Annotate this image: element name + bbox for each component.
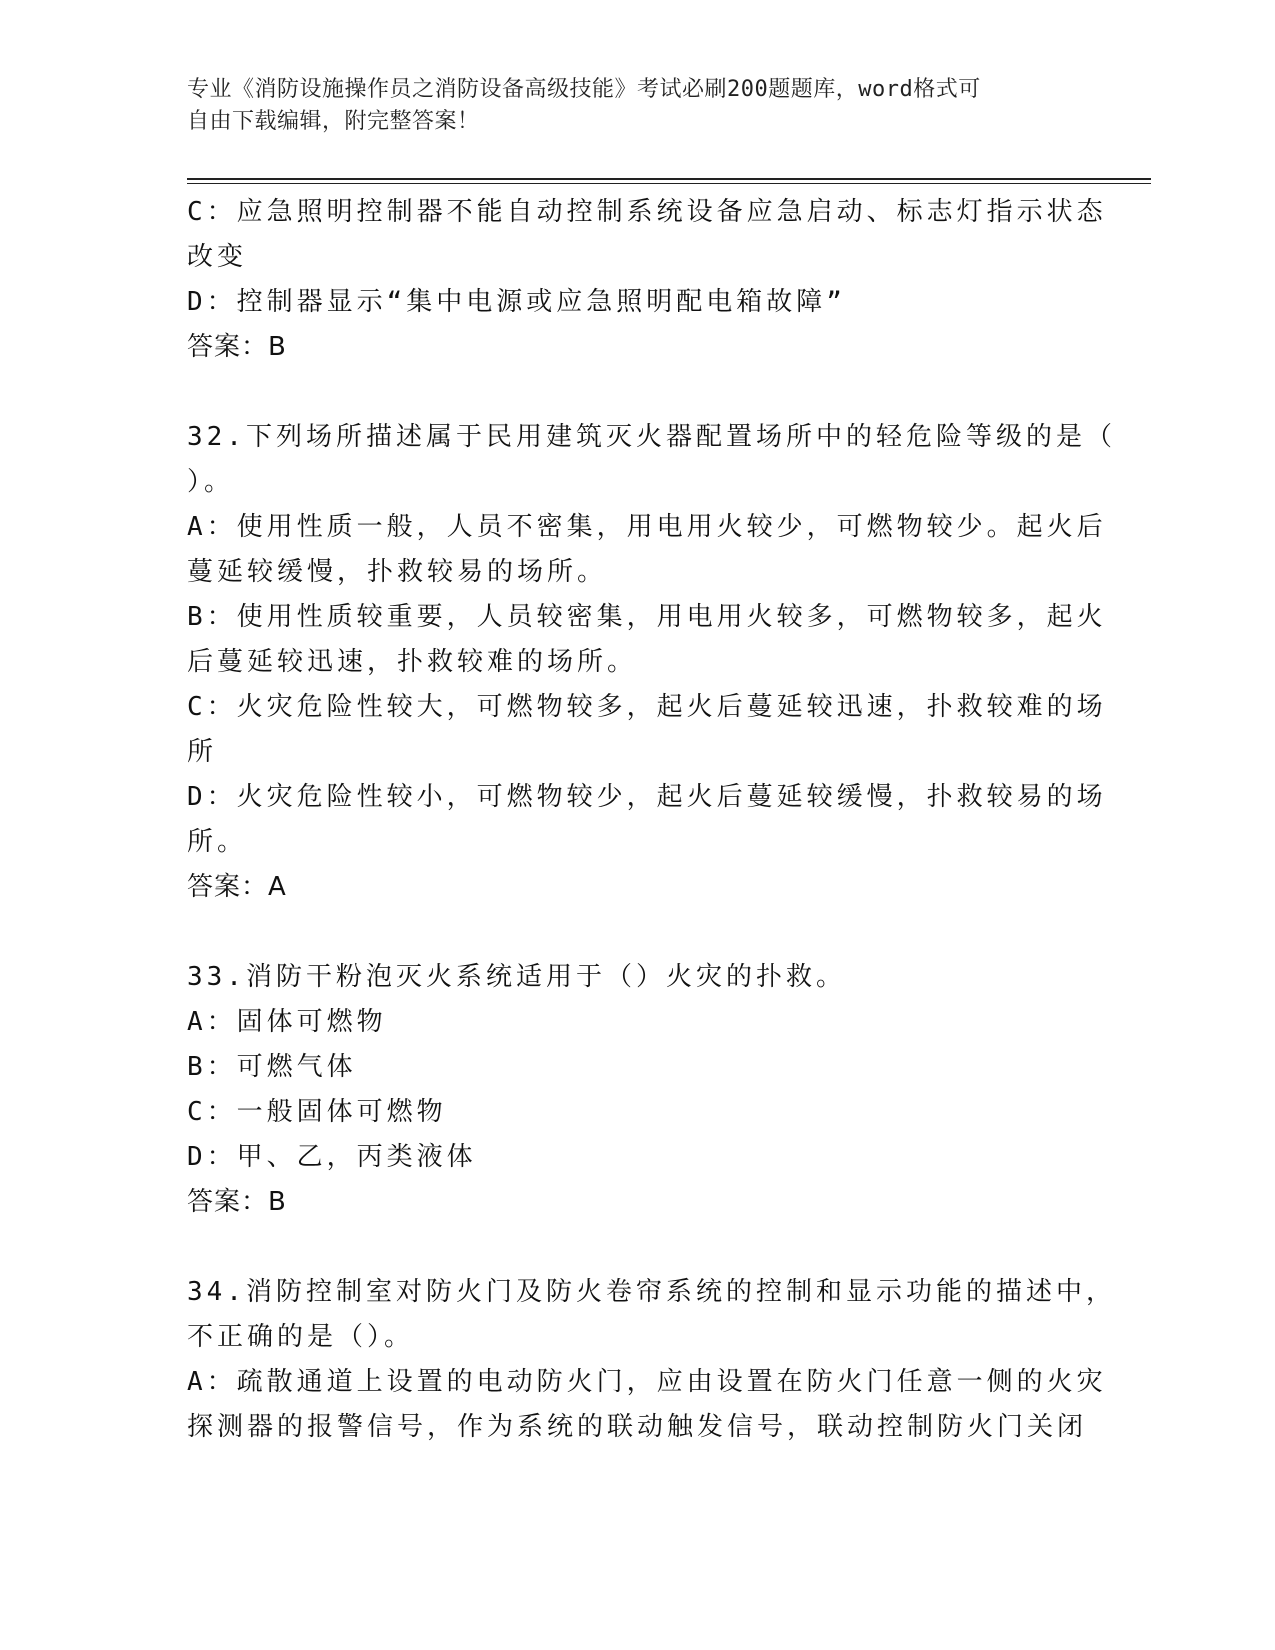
q31-option-d: D：控制器显示“集中电源或应急照明配电箱故障” bbox=[187, 287, 846, 317]
q32-option-b-line-2: 后蔓延较迅速，扑救较难的场所。 bbox=[187, 647, 638, 677]
question-33 bbox=[187, 955, 1077, 1225]
q32-option-b-line-1: B：使用性质较重要，人员较密集，用电用火较多，可燃物较多，起火 bbox=[187, 602, 1107, 632]
q33-option-a: A：固体可燃物 bbox=[187, 1007, 387, 1037]
q32-option-d-line-1: D：火灾危险性较小，可燃物较少，起火后蔓延较缓慢，扑救较易的场 bbox=[187, 782, 1107, 812]
q31-option-c-line-1: C：应急照明控制器不能自动控制系统设备应急启动、标志灯指示状态 bbox=[187, 197, 1107, 227]
q31-option-c-line-2: 改变 bbox=[187, 242, 248, 272]
q34-option-a-line-2: 探测器的报警信号，作为系统的联动触发信号，联动控制防火门关闭 bbox=[187, 1412, 1088, 1442]
question-34 bbox=[187, 1270, 1116, 1450]
spacer bbox=[187, 1225, 1077, 1270]
q34-stem-line-2: 不正确的是（）。 bbox=[187, 1322, 415, 1352]
spacer bbox=[187, 910, 1077, 955]
q33-option-d: D：甲、乙，丙类液体 bbox=[187, 1142, 477, 1172]
q32-option-a-line-2: 蔓延较缓慢，扑救较易的场所。 bbox=[187, 557, 608, 587]
q33-answer: 答案：B bbox=[187, 1187, 287, 1217]
spacer bbox=[187, 370, 1077, 415]
question-content bbox=[187, 190, 1116, 1450]
q34-option-a-line-1: A：疏散通道上设置的电动防火门，应由设置在防火门任意一侧的火灾 bbox=[187, 1367, 1107, 1397]
q32-option-c-line-1: C：火灾危险性较大，可燃物较多，起火后蔓延较迅速，扑救较难的场 bbox=[187, 692, 1107, 722]
q32-answer: 答案：A bbox=[187, 872, 287, 902]
q32-stem-line-1: 32.下列场所描述属于民用建筑灭火器配置场所中的轻危险等级的是（ bbox=[187, 422, 1116, 452]
q32-option-d-line-2: 所。 bbox=[187, 827, 248, 857]
q32-option-a-line-1: A：使用性质一般，人员不密集，用电用火较少，可燃物较少。起火后 bbox=[187, 512, 1107, 542]
q32-option-c-line-2: 所 bbox=[187, 737, 218, 767]
question-31-continued bbox=[187, 190, 1107, 370]
q32-stem-line-2: ）。 bbox=[187, 467, 235, 497]
q33-option-c: C：一般固体可燃物 bbox=[187, 1097, 447, 1127]
question-32 bbox=[187, 415, 1116, 910]
q34-stem-line-1: 34.消防控制室对防火门及防火卷帘系统的控制和显示功能的描述中， bbox=[187, 1277, 1116, 1307]
header-line-1: 专业《消防设施操作员之消防设备高级技能》考试必刷200题题库，word格式可 bbox=[187, 77, 981, 102]
q33-stem: 33.消防干粉泡灭火系统适用于（）火灾的扑救。 bbox=[187, 962, 846, 992]
document-header bbox=[187, 74, 1067, 138]
header-line-2: 自由下载编辑，附完整答案！ bbox=[187, 109, 480, 134]
q33-option-b: B：可燃气体 bbox=[187, 1052, 357, 1082]
q31-answer: 答案：B bbox=[187, 332, 287, 362]
header-divider bbox=[187, 178, 1151, 184]
